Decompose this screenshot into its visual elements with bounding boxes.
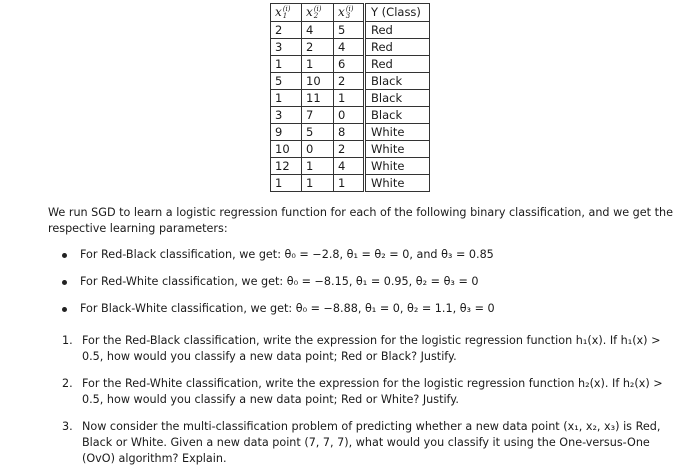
cell-x2: 1 xyxy=(302,175,334,192)
cell-x2: 1 xyxy=(302,56,334,73)
cell-x2: 4 xyxy=(302,22,334,39)
cell-x2: 2 xyxy=(302,39,334,56)
cell-x1: 2 xyxy=(271,22,302,39)
cell-x2: 1 xyxy=(302,158,334,175)
header-x1: x (i) 1 xyxy=(271,4,302,22)
cell-y-class: White xyxy=(365,141,430,158)
cell-x1: 12 xyxy=(271,158,302,175)
cell-y-class: Black xyxy=(365,73,430,90)
cell-x3: 2 xyxy=(334,141,365,158)
intro-paragraph: We run SGD to learn a logistic regression function for each of the following binary classification, and we get the respective learning parameters: xyxy=(48,206,673,235)
cell-y-class: White xyxy=(365,175,430,192)
cell-x3: 2 xyxy=(334,73,365,90)
cell-x1: 10 xyxy=(271,141,302,158)
question-text: For the Red-White classification, write the expression for the logistic regression function h₂(x). If h₂(x) > 0.5, how would you classify a new data point; Red or White? Justify. xyxy=(82,377,663,406)
cell-x1: 1 xyxy=(271,90,302,107)
question-text: For the Red-Black classification, write the expression for the logistic regression function h₁(x). If h₁(x) > 0.5, how would you classify a new data point; Red or Black? Justify. xyxy=(82,334,661,363)
cell-x3: 1 xyxy=(334,175,365,192)
cell-x3: 1 xyxy=(334,90,365,107)
cell-y-class: Red xyxy=(365,39,430,56)
question-number: 2. xyxy=(62,377,73,390)
question-number: 3. xyxy=(62,420,73,433)
cell-y-class: Black xyxy=(365,90,430,107)
cell-x2: 11 xyxy=(302,90,334,107)
header-x3: x (i) 3 xyxy=(334,4,365,22)
bullet-icon xyxy=(62,280,67,285)
bullet-icon xyxy=(62,307,67,312)
table-row xyxy=(271,107,430,124)
table-row xyxy=(271,56,430,73)
cell-x3: 5 xyxy=(334,22,365,39)
table-row xyxy=(271,22,430,39)
header-y-class: Y (Class) xyxy=(365,4,430,22)
cell-x2: 7 xyxy=(302,107,334,124)
question-text: Now consider the multi-classification problem of predicting whether a new data point (x₁, x₂, x₃) is Red, Black or White. Given a new data point (7, 7, 7), what would you classify it using the One-versus-One (OvO) algorithm? Explain. xyxy=(82,420,661,465)
cell-x3: 4 xyxy=(334,39,365,56)
table-header-row xyxy=(271,4,430,22)
cell-x1: 1 xyxy=(271,56,302,73)
cell-x1: 3 xyxy=(271,107,302,124)
cell-x2: 0 xyxy=(302,141,334,158)
cell-y-class: Red xyxy=(365,56,430,73)
table-row xyxy=(271,73,430,90)
table-row xyxy=(271,124,430,141)
cell-x3: 8 xyxy=(334,124,365,141)
cell-x3: 6 xyxy=(334,56,365,73)
cell-x1: 5 xyxy=(271,73,302,90)
bullet-icon xyxy=(62,253,67,258)
cell-y-class: Black xyxy=(365,107,430,124)
bullet-text-red-white: For Red-White classification, we get: θ₀ = −8.15, θ₁ = 0.95, θ₂ = θ₃ = 0 xyxy=(80,275,479,288)
table-row xyxy=(271,175,430,192)
data-table xyxy=(270,3,430,192)
cell-y-class: White xyxy=(365,158,430,175)
cell-x3: 4 xyxy=(334,158,365,175)
cell-x1: 3 xyxy=(271,39,302,56)
cell-x2: 10 xyxy=(302,73,334,90)
cell-x2: 5 xyxy=(302,124,334,141)
table-row xyxy=(271,90,430,107)
cell-y-class: White xyxy=(365,124,430,141)
cell-x3: 0 xyxy=(334,107,365,124)
bullet-text-black-white: For Black-White classification, we get: θ₀ = −8.88, θ₁ = 0, θ₂ = 1.1, θ₃ = 0 xyxy=(80,302,495,315)
question-number: 1. xyxy=(62,334,73,347)
cell-x1: 1 xyxy=(271,175,302,192)
cell-y-class: Red xyxy=(365,22,430,39)
table-row xyxy=(271,141,430,158)
bullet-text-red-black: For Red-Black classification, we get: θ₀ = −2.8, θ₁ = θ₂ = 0, and θ₃ = 0.85 xyxy=(80,248,494,261)
table-row xyxy=(271,158,430,175)
table-row xyxy=(271,39,430,56)
cell-x1: 9 xyxy=(271,124,302,141)
header-x2: x (i) 2 xyxy=(302,4,334,22)
